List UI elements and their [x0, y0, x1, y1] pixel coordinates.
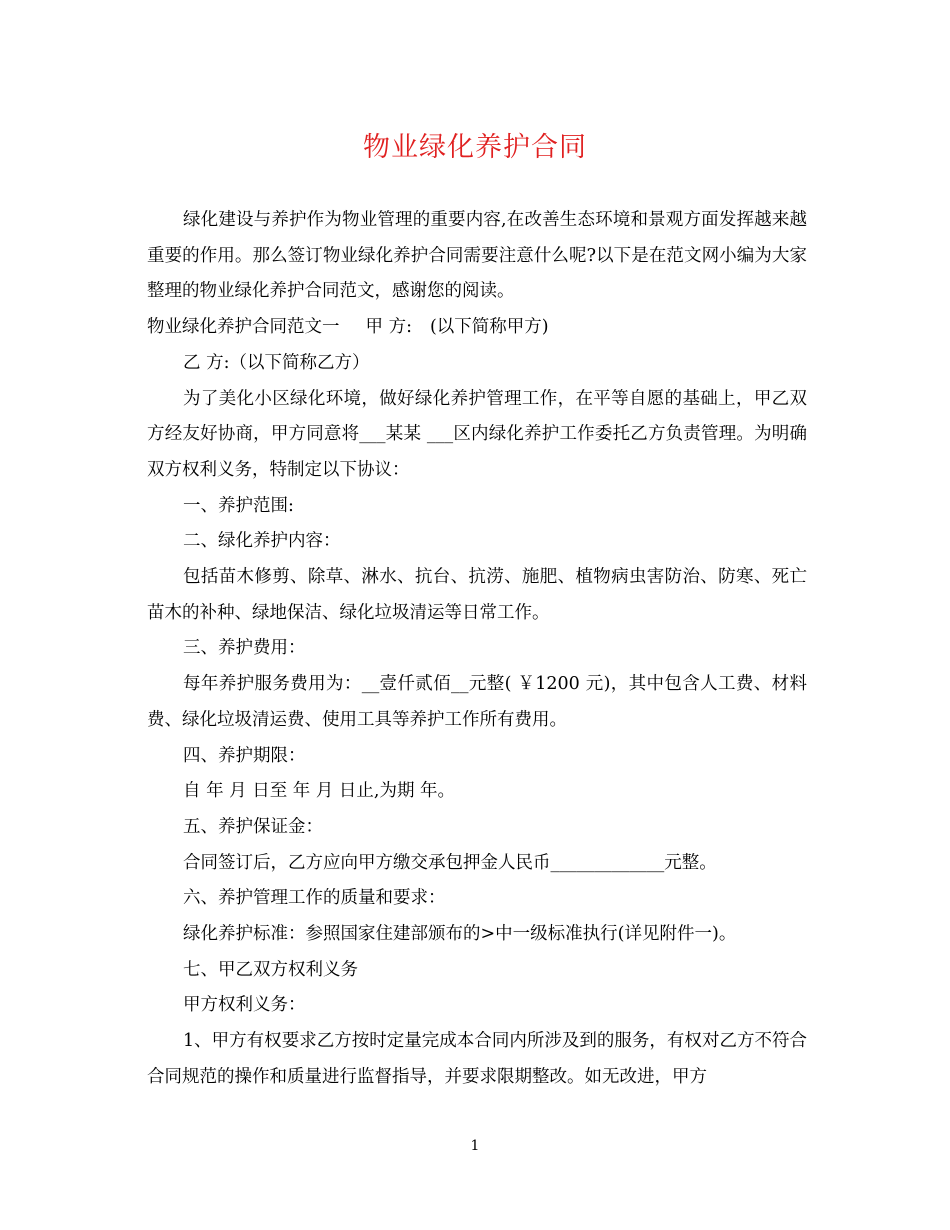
section-5-heading: 五、养护保证金： [183, 816, 323, 837]
document-title: 物业绿化养护合同 [363, 132, 587, 163]
section-2-heading: 二、绿化养护内容： [183, 531, 341, 552]
section-3-heading: 三、养护费用： [183, 638, 306, 659]
page-number: 1 [470, 1138, 480, 1154]
sample-heading: 物业绿化养护合同范文一 [147, 317, 340, 338]
party-b-line: 乙 方:（以下简称乙方） [183, 352, 370, 373]
section-4-body: 自 年 月 日至 年 月 日止,为期 年。 [183, 781, 456, 802]
party-a-rights-heading: 甲方权利义务： [183, 995, 306, 1016]
section-1-heading: 一、养护范围: [183, 495, 294, 516]
section-2-body: 包括苗木修剪、除草、淋水、抗台、抗涝、施肥、植物病虫害防治、防寒、死亡苗木的补种、绿地保洁、绿化垃圾清运等日常工作。 [147, 567, 807, 623]
section-3-body: 每年养护服务费用为：__壹仟贰佰__元整( ￥1200 元)，其中包含人工费、材料费、绿化垃圾清运费、使用工具等养护工作所有费用。 [147, 674, 807, 730]
document-body [147, 203, 807, 1096]
section-6-heading: 六、养护管理工作的质量和要求： [183, 888, 446, 909]
preamble-paragraph: 为了美化小区绿化环境，做好绿化养护管理工作，在平等自愿的基础上，甲乙双方经友好协商，甲方同意将___某某 ___区内绿化养护工作委托乙方负责管理。为明确双方权利义务，特制定以下协议： [147, 388, 807, 480]
clause-1-paragraph: 1、甲方有权要求乙方按时定量完成本合同内所涉及到的服务，有权对乙方不符合合同规范的操作和质量进行监督指导，并要求限期整改。如无改进，甲方 [147, 1031, 807, 1087]
party-a-label: 甲 方: [365, 317, 412, 338]
section-4-heading: 四、养护期限： [183, 745, 306, 766]
section-5-body: 合同签订后，乙方应向甲方缴交承包押金人民币_____________元整。 [183, 852, 717, 873]
section-7-heading: 七、甲乙双方权利义务 [183, 959, 358, 980]
intro-paragraph: 绿化建设与养护作为物业管理的重要内容,在改善生态环境和景观方面发挥越来越重要的作用。那么签订物业绿化养护合同需要注意什么呢?以下是在范文网小编为大家整理的物业绿化养护合同范文，感谢您的阅读。 [147, 210, 807, 302]
section-6-body: 绿化养护标准：参照国家住建部颁布的>中一级标准执行(详见附件一)。 [183, 924, 737, 945]
parties-line [147, 310, 807, 346]
party-a-note: (以下简称甲方) [429, 317, 549, 338]
